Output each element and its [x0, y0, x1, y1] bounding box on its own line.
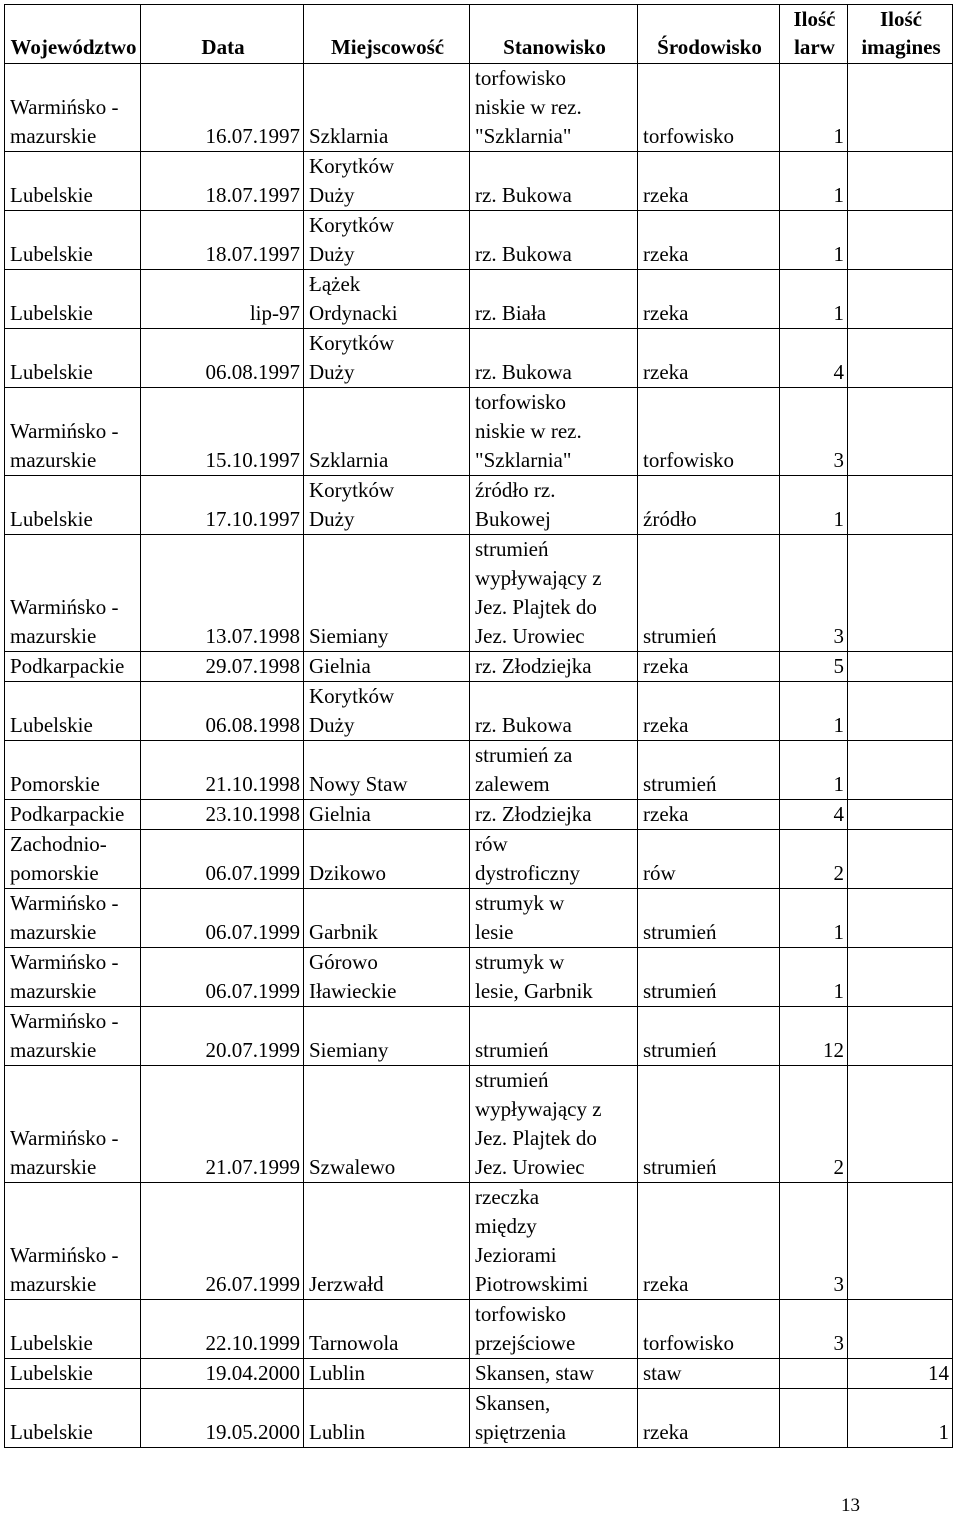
header-stanowisko: Stanowisko — [470, 5, 638, 64]
cell-data: 06.07.1999 — [141, 889, 304, 948]
cell-ilosc-imagines — [848, 64, 953, 152]
table-row — [5, 682, 953, 741]
cell-ilosc-imagines — [848, 652, 953, 682]
table-row — [5, 1300, 953, 1359]
cell-ilosc-imagines: 1 — [848, 1389, 953, 1448]
cell-miejscowosc: Korytków Duży — [304, 152, 470, 211]
cell-srodowisko: torfowisko — [638, 64, 780, 152]
cell-miejscowosc: Korytków Duży — [304, 476, 470, 535]
cell-data: 13.07.1998 — [141, 535, 304, 652]
cell-miejscowosc: Korytków Duży — [304, 682, 470, 741]
cell-srodowisko: strumień — [638, 535, 780, 652]
cell-miejscowosc: Korytków Duży — [304, 329, 470, 388]
cell-miejscowosc: Jerzwałd — [304, 1183, 470, 1300]
cell-data: 16.07.1997 — [141, 64, 304, 152]
header-ilosc-larw: Ilość larw — [780, 5, 848, 64]
cell-data: 19.04.2000 — [141, 1359, 304, 1389]
cell-srodowisko: rzeka — [638, 1389, 780, 1448]
cell-ilosc-larw: 1 — [780, 741, 848, 800]
table-row — [5, 476, 953, 535]
cell-wojewodztwo: Lubelskie — [5, 152, 141, 211]
cell-data: 18.07.1997 — [141, 211, 304, 270]
table-row — [5, 652, 953, 682]
cell-stanowisko: rz. Złodziejka — [470, 652, 638, 682]
header-ilosc-imagines: Ilość imagines — [848, 5, 953, 64]
cell-srodowisko: strumień — [638, 1066, 780, 1183]
cell-wojewodztwo: Warmińsko - mazurskie — [5, 535, 141, 652]
cell-wojewodztwo: Lubelskie — [5, 211, 141, 270]
cell-wojewodztwo: Lubelskie — [5, 329, 141, 388]
cell-miejscowosc: Gielnia — [304, 800, 470, 830]
cell-srodowisko: rzeka — [638, 152, 780, 211]
cell-ilosc-larw: 1 — [780, 211, 848, 270]
cell-miejscowosc: Garbnik — [304, 889, 470, 948]
table-row — [5, 830, 953, 889]
cell-wojewodztwo: Pomorskie — [5, 741, 141, 800]
cell-ilosc-larw: 5 — [780, 652, 848, 682]
cell-ilosc-larw: 1 — [780, 889, 848, 948]
cell-wojewodztwo: Lubelskie — [5, 682, 141, 741]
cell-data: 06.07.1999 — [141, 830, 304, 889]
cell-ilosc-larw: 3 — [780, 1300, 848, 1359]
cell-wojewodztwo: Warmińsko - mazurskie — [5, 889, 141, 948]
cell-ilosc-imagines — [848, 889, 953, 948]
table-row — [5, 1359, 953, 1389]
cell-ilosc-imagines — [848, 1300, 953, 1359]
cell-data: 06.07.1999 — [141, 948, 304, 1007]
cell-ilosc-imagines — [848, 682, 953, 741]
table-row — [5, 388, 953, 476]
cell-wojewodztwo: Lubelskie — [5, 1359, 141, 1389]
table-row — [5, 211, 953, 270]
cell-data: 26.07.1999 — [141, 1183, 304, 1300]
cell-ilosc-larw: 1 — [780, 270, 848, 329]
cell-ilosc-larw: 3 — [780, 388, 848, 476]
cell-srodowisko: strumień — [638, 1007, 780, 1066]
cell-ilosc-imagines — [848, 741, 953, 800]
cell-stanowisko: strumyk w lesie — [470, 889, 638, 948]
cell-ilosc-imagines — [848, 211, 953, 270]
table-row — [5, 800, 953, 830]
header-wojewodztwo: Województwo — [5, 5, 141, 64]
cell-stanowisko: rz. Złodziejka — [470, 800, 638, 830]
cell-srodowisko: torfowisko — [638, 1300, 780, 1359]
cell-miejscowosc: Lublin — [304, 1389, 470, 1448]
table-row — [5, 535, 953, 652]
cell-miejscowosc: Nowy Staw — [304, 741, 470, 800]
cell-wojewodztwo: Warmińsko - mazurskie — [5, 64, 141, 152]
cell-stanowisko: rz. Bukowa — [470, 682, 638, 741]
cell-data: 06.08.1997 — [141, 329, 304, 388]
cell-srodowisko: rzeka — [638, 800, 780, 830]
cell-miejscowosc: Lublin — [304, 1359, 470, 1389]
cell-stanowisko: rzeczka między Jeziorami Piotrowskimi — [470, 1183, 638, 1300]
cell-data: 21.10.1998 — [141, 741, 304, 800]
header-srodowisko: Środowisko — [638, 5, 780, 64]
cell-miejscowosc: Siemiany — [304, 535, 470, 652]
cell-stanowisko: torfowisko przejściowe — [470, 1300, 638, 1359]
cell-data: 15.10.1997 — [141, 388, 304, 476]
cell-srodowisko: rzeka — [638, 329, 780, 388]
cell-stanowisko: strumień wypływający z Jez. Plajtek do Jez. Urowiec — [470, 1066, 638, 1183]
cell-ilosc-larw: 3 — [780, 1183, 848, 1300]
cell-ilosc-imagines — [848, 830, 953, 889]
cell-stanowisko: strumień wypływający z Jez. Plajtek do Jez. Urowiec — [470, 535, 638, 652]
cell-wojewodztwo: Warmińsko - mazurskie — [5, 1183, 141, 1300]
cell-ilosc-larw — [780, 1359, 848, 1389]
cell-ilosc-imagines — [848, 329, 953, 388]
cell-srodowisko: strumień — [638, 741, 780, 800]
cell-miejscowosc: Szwalewo — [304, 1066, 470, 1183]
cell-ilosc-imagines — [848, 535, 953, 652]
cell-srodowisko: rzeka — [638, 682, 780, 741]
cell-wojewodztwo: Zachodnio- pomorskie — [5, 830, 141, 889]
cell-ilosc-imagines — [848, 800, 953, 830]
page-number: 13 — [841, 1495, 860, 1516]
cell-srodowisko: rów — [638, 830, 780, 889]
cell-srodowisko: rzeka — [638, 270, 780, 329]
table-body — [5, 64, 953, 1448]
table-row — [5, 329, 953, 388]
cell-srodowisko: rzeka — [638, 211, 780, 270]
cell-ilosc-larw: 12 — [780, 1007, 848, 1066]
cell-ilosc-larw: 1 — [780, 152, 848, 211]
cell-stanowisko: Skansen, staw — [470, 1359, 638, 1389]
cell-ilosc-imagines — [848, 1007, 953, 1066]
cell-stanowisko: strumyk w lesie, Garbnik — [470, 948, 638, 1007]
table-row — [5, 1007, 953, 1066]
specimen-table — [4, 4, 953, 1448]
cell-ilosc-larw: 1 — [780, 476, 848, 535]
cell-ilosc-larw: 1 — [780, 682, 848, 741]
cell-srodowisko: staw — [638, 1359, 780, 1389]
cell-ilosc-imagines — [848, 1183, 953, 1300]
cell-srodowisko: torfowisko — [638, 388, 780, 476]
cell-srodowisko: rzeka — [638, 652, 780, 682]
cell-srodowisko: rzeka — [638, 1183, 780, 1300]
cell-ilosc-larw: 4 — [780, 329, 848, 388]
cell-data: 17.10.1997 — [141, 476, 304, 535]
header-data: Data — [141, 5, 304, 64]
cell-wojewodztwo: Lubelskie — [5, 1300, 141, 1359]
table-row — [5, 1066, 953, 1183]
cell-srodowisko: strumień — [638, 889, 780, 948]
cell-miejscowosc: Siemiany — [304, 1007, 470, 1066]
cell-miejscowosc: Korytków Duży — [304, 211, 470, 270]
cell-miejscowosc: Tarnowola — [304, 1300, 470, 1359]
cell-stanowisko: strumień — [470, 1007, 638, 1066]
cell-stanowisko: rz. Bukowa — [470, 152, 638, 211]
cell-wojewodztwo: Lubelskie — [5, 270, 141, 329]
cell-data: 06.08.1998 — [141, 682, 304, 741]
cell-miejscowosc: Gielnia — [304, 652, 470, 682]
table-header-row — [5, 5, 953, 64]
cell-data: 21.07.1999 — [141, 1066, 304, 1183]
table-row — [5, 270, 953, 329]
cell-miejscowosc: Dzikowo — [304, 830, 470, 889]
cell-stanowisko: rz. Bukowa — [470, 211, 638, 270]
cell-ilosc-imagines — [848, 948, 953, 1007]
cell-srodowisko: strumień — [638, 948, 780, 1007]
cell-data: 20.07.1999 — [141, 1007, 304, 1066]
cell-ilosc-imagines — [848, 476, 953, 535]
cell-ilosc-larw: 3 — [780, 535, 848, 652]
cell-ilosc-larw: 2 — [780, 830, 848, 889]
cell-data: 29.07.1998 — [141, 652, 304, 682]
cell-stanowisko: rz. Bukowa — [470, 329, 638, 388]
table-row — [5, 1389, 953, 1448]
header-miejscowosc: Miejscowość — [304, 5, 470, 64]
cell-miejscowosc: Górowo Iławieckie — [304, 948, 470, 1007]
cell-data: 22.10.1999 — [141, 1300, 304, 1359]
cell-data: 23.10.1998 — [141, 800, 304, 830]
cell-ilosc-imagines — [848, 270, 953, 329]
cell-stanowisko: torfowisko niskie w rez. "Szklarnia" — [470, 388, 638, 476]
table-row — [5, 948, 953, 1007]
cell-ilosc-larw: 1 — [780, 948, 848, 1007]
table-row — [5, 1183, 953, 1300]
cell-wojewodztwo: Podkarpackie — [5, 800, 141, 830]
cell-stanowisko: rz. Biała — [470, 270, 638, 329]
cell-ilosc-imagines: 14 — [848, 1359, 953, 1389]
cell-ilosc-imagines — [848, 1066, 953, 1183]
cell-wojewodztwo: Warmińsko - mazurskie — [5, 388, 141, 476]
cell-stanowisko: rów dystroficzny — [470, 830, 638, 889]
cell-miejscowosc: Łążek Ordynacki — [304, 270, 470, 329]
cell-stanowisko: Skansen, spiętrzenia — [470, 1389, 638, 1448]
cell-ilosc-larw — [780, 1389, 848, 1448]
cell-wojewodztwo: Podkarpackie — [5, 652, 141, 682]
cell-stanowisko: strumień za zalewem — [470, 741, 638, 800]
cell-wojewodztwo: Warmińsko - mazurskie — [5, 948, 141, 1007]
cell-ilosc-larw: 1 — [780, 64, 848, 152]
cell-wojewodztwo: Warmińsko - mazurskie — [5, 1066, 141, 1183]
cell-data: lip-97 — [141, 270, 304, 329]
table-row — [5, 741, 953, 800]
cell-data: 18.07.1997 — [141, 152, 304, 211]
cell-ilosc-imagines — [848, 152, 953, 211]
cell-ilosc-larw: 4 — [780, 800, 848, 830]
cell-srodowisko: źródło — [638, 476, 780, 535]
cell-stanowisko: torfowisko niskie w rez. "Szklarnia" — [470, 64, 638, 152]
table-row — [5, 64, 953, 152]
cell-miejscowosc: Szklarnia — [304, 388, 470, 476]
table-row — [5, 889, 953, 948]
cell-wojewodztwo: Warmińsko - mazurskie — [5, 1007, 141, 1066]
cell-miejscowosc: Szklarnia — [304, 64, 470, 152]
table-row — [5, 152, 953, 211]
cell-wojewodztwo: Lubelskie — [5, 476, 141, 535]
cell-ilosc-larw: 2 — [780, 1066, 848, 1183]
cell-data: 19.05.2000 — [141, 1389, 304, 1448]
cell-stanowisko: źródło rz. Bukowej — [470, 476, 638, 535]
cell-ilosc-imagines — [848, 388, 953, 476]
cell-wojewodztwo: Lubelskie — [5, 1389, 141, 1448]
